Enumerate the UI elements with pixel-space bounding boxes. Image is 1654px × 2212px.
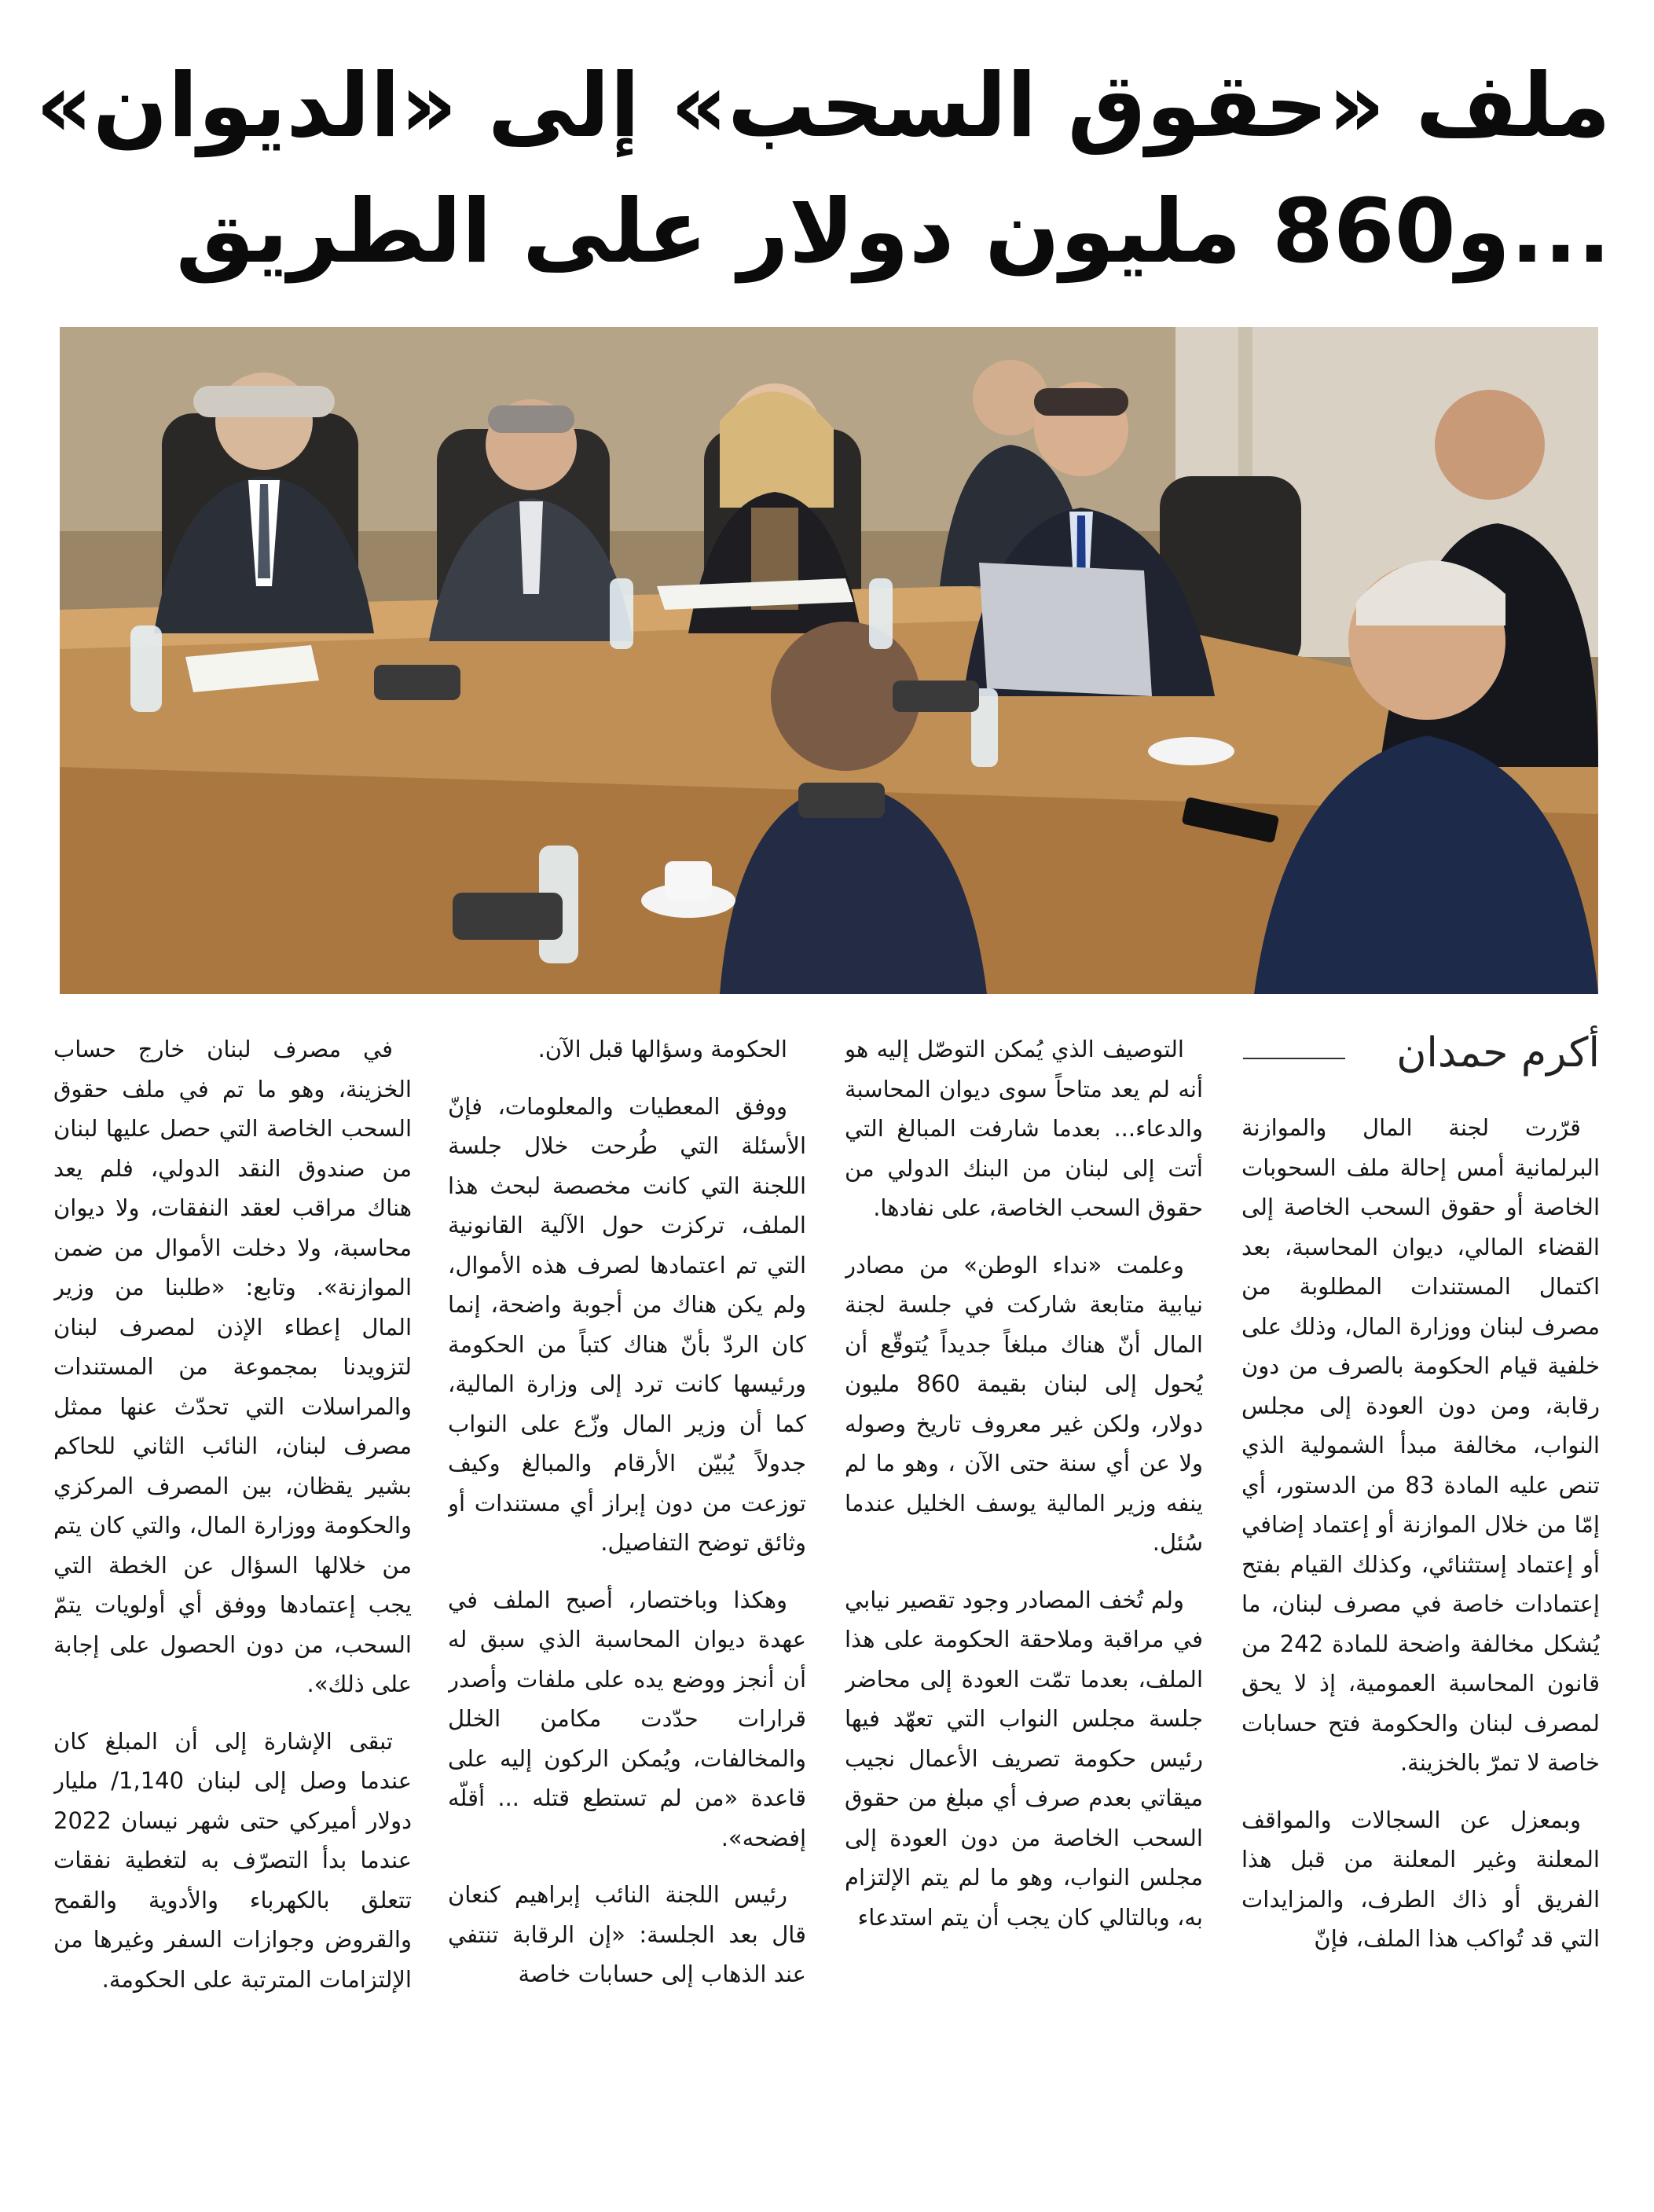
text-column-4 bbox=[53, 1029, 412, 2192]
paragraph: ولم تُخف المصادر وجود تقصير نيابي في مراقبة وملاحقة الحكومة على هذا الملف، بعدما تمّت العودة إلى محاضر جلسة مجلس النواب التي تعهّد فيها رئيس حكومة تصريف الأعمال نجيب ميقاتي بعدم صرف أي مبلغ من حقوق السحب الخاصة من دون العودة إلى مجلس النواب، وهو ما لم يتم الإلتزام به، وبالتالي كان يجب أن يتم استدعاء bbox=[845, 1586, 1203, 1931]
paragraph: تبقى الإشارة إلى أن المبلغ كان عندما وصل إلى لبنان 1,140/ مليار دولار أميركي حتى شهر نيسان 2022 عندما بدأ التصرّف به لتغطية نفقات تتعلق بالكهرباء والأدوية والقمح والقروض وجوازات السفر وغيرها من الإلتزامات المترتبة على الحكومة. bbox=[53, 1727, 412, 1993]
paragraph: وهكذا وباختصار، أصبح الملف في عهدة ديوان المحاسبة الذي سبق له أن أنجز ووضع يده على ملفات وأصدر قرارات حدّدت مكامن الخلل والمخالفات، ويُمكن الركون إليه على قاعدة «من لم تستطع قتله ... أقلّه إفضحه». bbox=[448, 1586, 806, 1851]
meeting-photo bbox=[60, 327, 1598, 994]
paragraph: قرّرت لجنة المال والموازنة البرلمانية أمس إحالة ملف السحوبات الخاصة أو حقوق السحب الخاصة إلى القضاء المالي، ديوان المحاسبة، بعد اكتمال المستندات المطلوبة من مصرف لبنان ووزارة المال، وذلك على خلفية قيام الحكومة بالصرف من دون رقابة، ومن دون العودة إلى مجلس النواب، مخالفة مبدأ الشمولية الذي تنص عليه المادة 83 من الدستور، أي إمّا من خلال الموازنة أو إعتماد إضافي أو إعتماد إستثنائي، وكذلك القيام بفتح إعتمادات خاصة في مصرف لبنان، ما يُشكل مخالفة واضحة للمادة 242 من قانون المحاسبة العمومية، إذ لا يحق لمصرف لبنان والحكومة فتح حسابات خاصة لا تمرّ بالخزينة. bbox=[1241, 1114, 1600, 1776]
text-column-3 bbox=[448, 1029, 806, 2192]
paragraph: في مصرف لبنان خارج حساب الخزينة، وهو ما تم في ملف حقوق السحب الخاصة التي حصل عليها لبنان من صندوق النقد الدولي، فلم يعد هناك مراقب لعقد النفقات، ولا ديوان محاسبة، ولا دخلت الأموال من ضمن الموازنة». وتابع: «طلبنا من وزير المال إعطاء الإذن لمصرف لبنان لتزويدنا بمجموعة من المستندات والمراسلات التي تحدّث عنها ممثل مصرف لبنان، النائب الثاني للحاكم بشير يقظان، بين المصرف المركزي والحكومة ووزارة المال، والتي كان يتم من خلالها السؤال عن الخطة التي يجب إعتمادها ووفق أي أولويات يتمّ السحب، من دون الحصول على إجابة على ذلك». bbox=[53, 1036, 412, 1697]
paragraph: وبمعزل عن السجالات والمواقف المعلنة وغير المعلنة من قبل هذا الفريق أو ذاك الطرف، والمزايدات التي قد تُواكب هذا الملف، فإنّ bbox=[1241, 1806, 1600, 1952]
headline-line-2: ...و860 مليون دولار على الطريق bbox=[175, 181, 1611, 283]
paragraph: وعلمت «نداء الوطن» من مصادر نيابية متابعة شاركت في جلسة لجنة المال أنّ هناك مبلغاً جديداً يُتوقّع أن يُحول إلى لبنان بقيمة 860 مليون دولار، ولكن غير معروف تاريخ وصوله ولا عن أي سنة حتى الآن ، وهو ما لم ينفه وزير المالية يوسف الخليل عندما سُئل. bbox=[845, 1251, 1203, 1556]
paragraph: الحكومة وسؤالها قبل الآن. bbox=[537, 1036, 787, 1062]
text-column-1 bbox=[1241, 1108, 1600, 2192]
paragraph: ووفق المعطيات والمعلومات، فإنّ الأسئلة التي طُرحت خلال جلسة اللجنة التي كانت مخصصة لبحث هذا الملف، تركزت حول الآلية القانونية التي تم اعتمادها لصرف هذه الأموال، ولم يكن هناك من أجوبة واضحة، إنما كان الردّ بأنّ هناك كتباً من الحكومة ورئيسها كانت ترد إلى وزارة المالية، كما أن وزير المال وزّع على النواب جدولاً يُبيّن الأرقام والمبالغ وكيف توزعت من دون إبراز أي مستندات أو وثائق توضح التفاصيل. bbox=[448, 1092, 806, 1556]
meeting-photo-illustration bbox=[60, 327, 1598, 994]
headline-line-1: ملف «حقوق السحب» إلى «الديوان» bbox=[35, 55, 1611, 157]
paragraph: رئيس اللجنة النائب إبراهيم كنعان قال بعد الجلسة: «إن الرقابة تنتفي عند الذهاب إلى حسابات خاصة bbox=[448, 1881, 806, 1987]
byline-divider bbox=[1243, 1058, 1345, 1059]
laptop bbox=[979, 563, 1152, 696]
headline bbox=[35, 43, 1611, 295]
paragraph: التوصيف الذي يُمكن التوصّل إليه هو أنه لم يعد متاحاً سوى ديوان المحاسبة والدعاء... بعدما شارفت المبالغ التي أتت إلى لبنان من البنك الدولي من حقوق السحب الخاصة، على نفادها. bbox=[845, 1036, 1203, 1221]
byline: أكرم حمدان bbox=[1396, 1029, 1600, 1077]
text-column-2 bbox=[845, 1029, 1203, 2192]
